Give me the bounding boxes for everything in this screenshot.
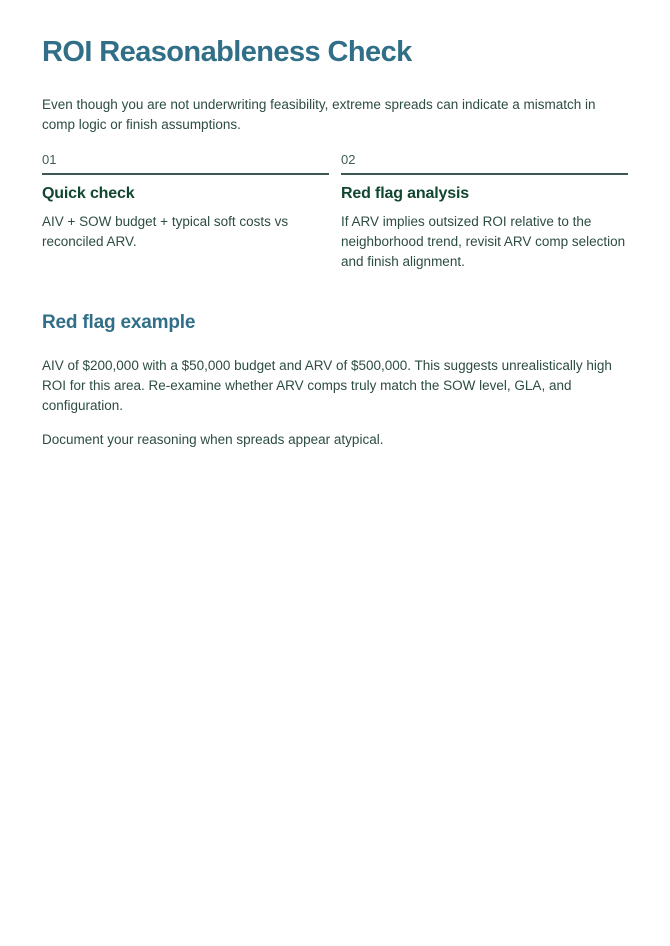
step-heading-quick-check: Quick check <box>42 185 135 203</box>
step-number-02: 02 <box>341 152 356 168</box>
example-paragraph-1: AIV of $200,000 with a $50,000 budget and ARV of $500,000. This suggests unrealistically high ROI for this area. Re-examine whether ARV comps truly match the SOW level, GLA, and configuration. <box>42 358 612 414</box>
step-number-01: 01 <box>42 152 57 168</box>
step-divider-02 <box>341 173 628 175</box>
step-red-flag-analysis <box>341 152 628 272</box>
step-body-red-flag-analysis: If ARV implies outsized ROI relative to the neighborhood trend, revisit ARV comp selection and finish alignment. <box>341 214 626 270</box>
page-title: ROI Reasonableness Check <box>42 36 412 68</box>
intro-paragraph: Even though you are not underwriting feasibility, extreme spreads can indicate a mismatch in comp logic or finish assumptions. <box>42 97 596 133</box>
step-quick-check <box>42 152 329 272</box>
steps-columns <box>42 152 628 272</box>
example-paragraph-2: Document your reasoning when spreads appear atypical. <box>42 432 384 448</box>
step-heading-red-flag-analysis: Red flag analysis <box>341 185 469 203</box>
step-body-quick-check: AIV + SOW budget + typical soft costs vs reconciled ARV. <box>42 214 289 250</box>
example-section-heading: Red flag example <box>42 312 196 334</box>
step-divider-01 <box>42 173 329 175</box>
